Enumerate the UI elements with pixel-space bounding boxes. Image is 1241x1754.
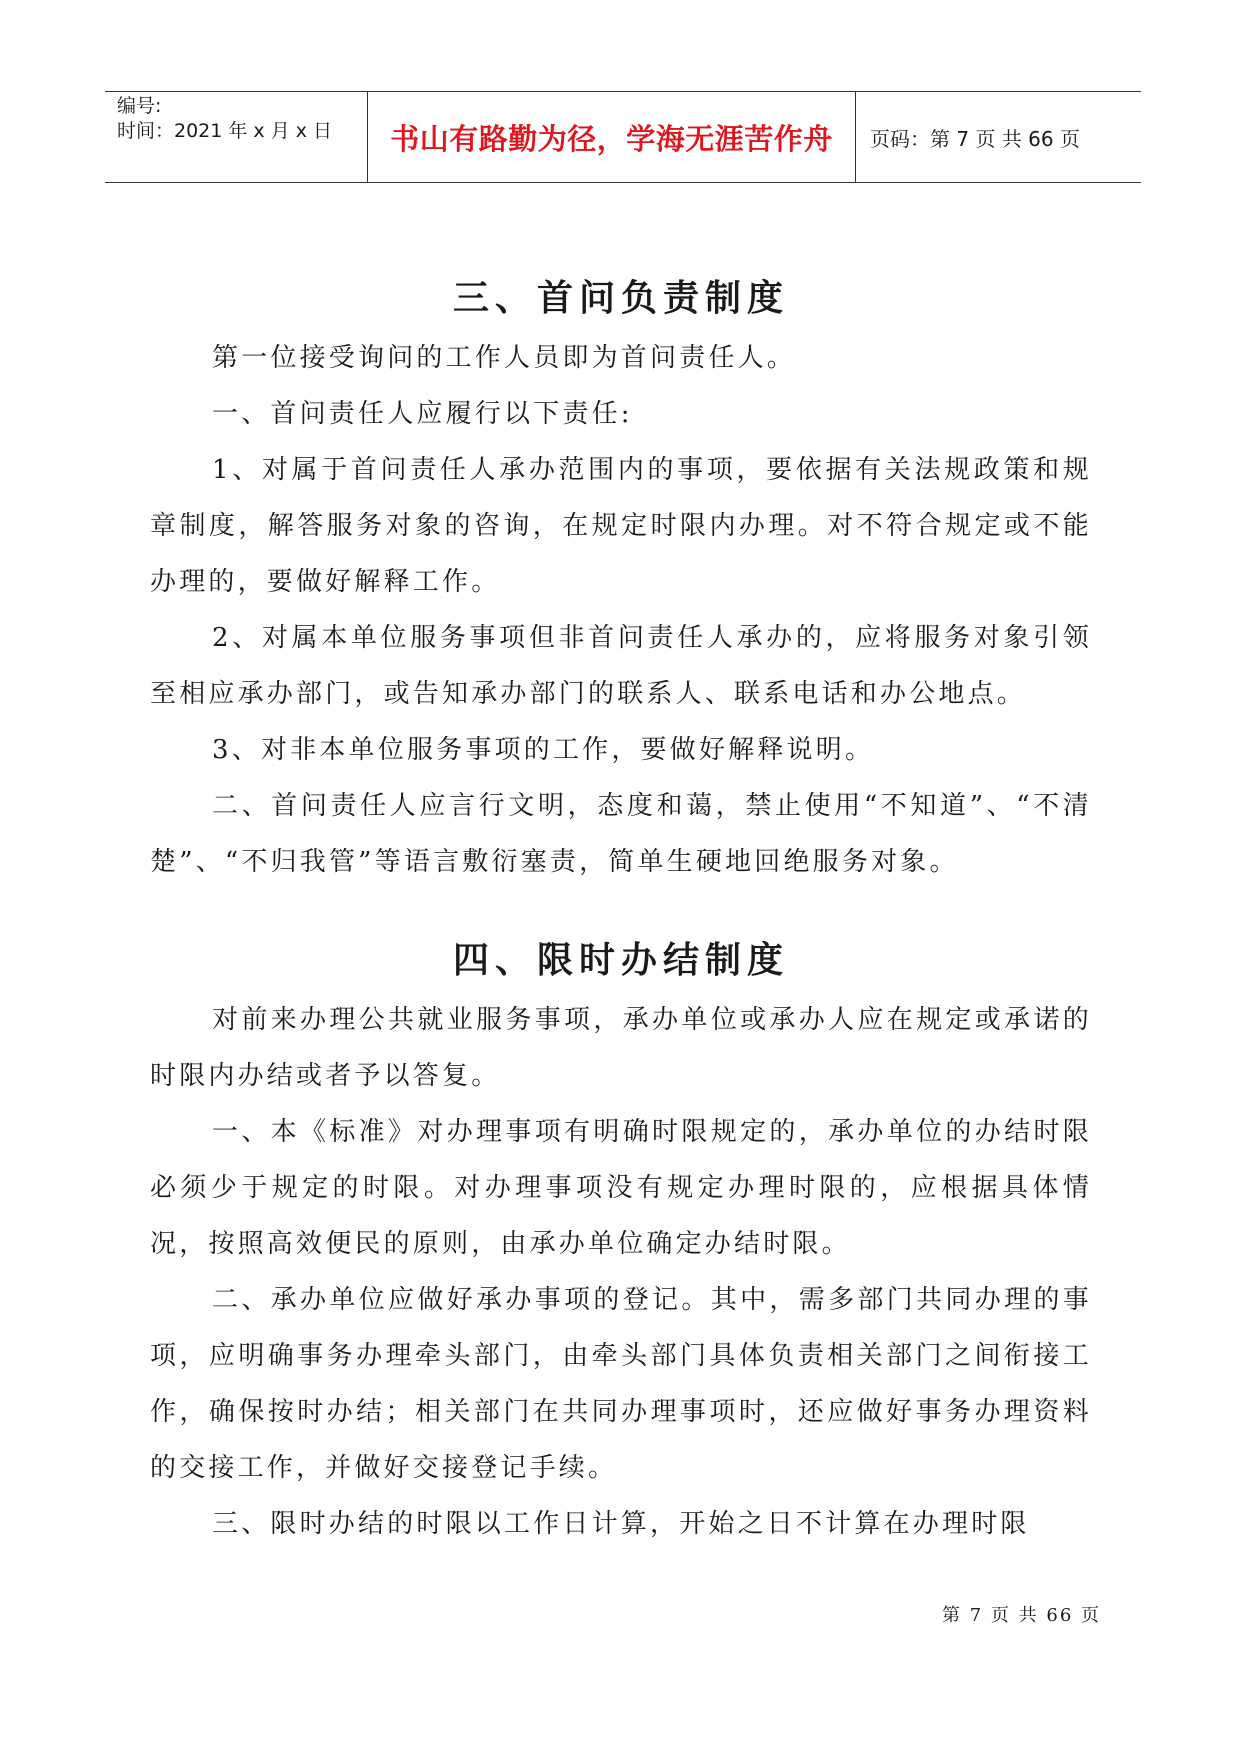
section-heading: 四、限时办结制度	[452, 940, 789, 981]
paragraph: 三、限时办结的时限以工作日计算，开始之日不计算在办理时限	[212, 1509, 1030, 1539]
document-date: 时间：2021 年 x 月 x 日	[117, 120, 333, 142]
paragraph: 二、首问责任人应言行文明，态度和蔼，禁止使用“不知道”、“不清楚”、“不归我管”等语言敷衍塞责，简单生硬地回绝服务对象。	[150, 791, 1092, 877]
page-header	[105, 91, 1141, 183]
header-motto-cell	[368, 92, 856, 182]
paragraph: 第一位接受询问的工作人员即为首问责任人。	[212, 343, 797, 373]
header-motto: 书山有路勤为径，学海无涯苦作舟	[390, 121, 833, 156]
header-page-cell	[856, 92, 1141, 182]
document-body	[150, 268, 1092, 1552]
paragraph: 1、对属于首问责任人承办范围内的事项，要依据有关法规政策和规章制度，解答服务对象的咨询，在规定时限内办理。对不符合规定或不能办理的，要做好解释工作。	[150, 455, 1092, 597]
section-heading: 三、首问负责制度	[452, 278, 789, 319]
paragraph: 3、对非本单位服务事项的工作，要做好解释说明。	[212, 735, 875, 765]
paragraph: 对前来办理公共就业服务事项，承办单位或承办人应在规定或承诺的时限内办结或者予以答复。	[150, 1005, 1092, 1091]
header-page-info: 页码：第 7 页 共 66 页	[870, 126, 1080, 151]
section-first-inquiry	[150, 268, 1092, 890]
document-number-label: 编号:	[117, 95, 162, 117]
page-footer: 第 7 页 共 66 页	[942, 1605, 1101, 1626]
section-time-limit	[150, 930, 1092, 1552]
header-meta-cell	[105, 92, 368, 182]
paragraph: 二、承办单位应做好承办事项的登记。其中，需多部门共同办理的事项，应明确事务办理牵头部门，由牵头部门具体负责相关部门之间衔接工作，确保按时办结；相关部门在共同办理事项时，还应做好事务办理资料的交接工作，并做好交接登记手续。	[150, 1285, 1092, 1483]
paragraph: 2、对属本单位服务事项但非首问责任人承办的，应将服务对象引领至相应承办部门，或告知承办部门的联系人、联系电话和办公地点。	[150, 623, 1092, 709]
paragraph: 一、首问责任人应履行以下责任:	[212, 399, 633, 429]
paragraph: 一、本《标准》对办理事项有明确时限规定的，承办单位的办结时限必须少于规定的时限。对办理事项没有规定办理时限的，应根据具体情况，按照高效便民的原则，由承办单位确定办结时限。	[150, 1117, 1092, 1259]
